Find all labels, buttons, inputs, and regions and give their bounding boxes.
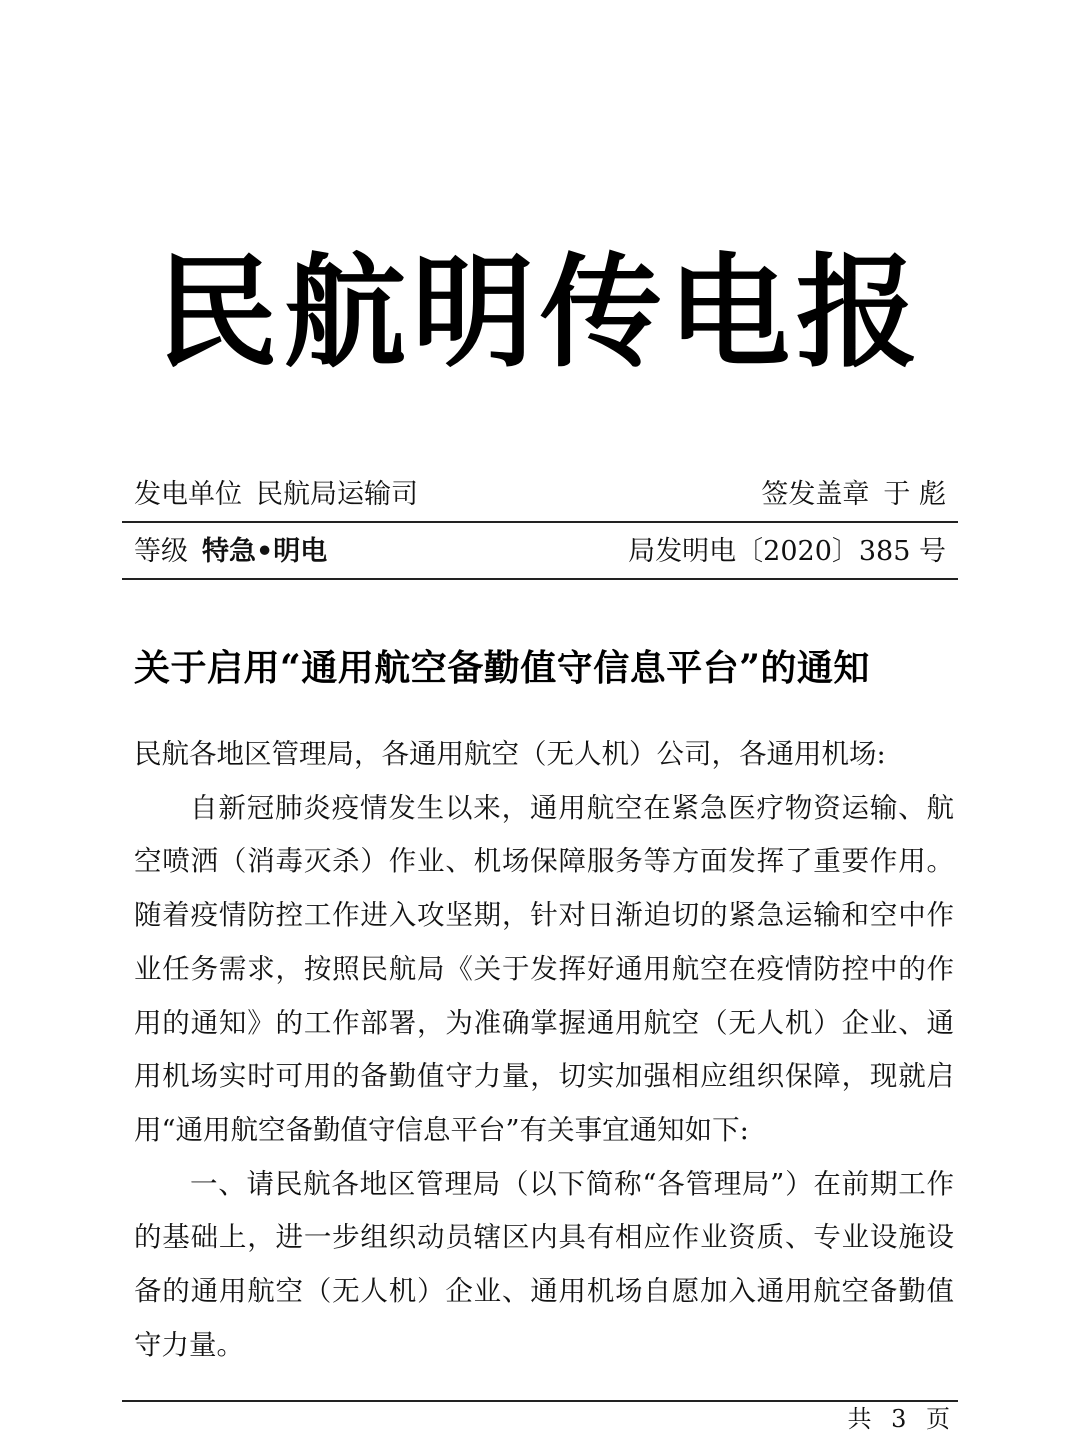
header-divider-bottom bbox=[122, 578, 958, 580]
signer-value: 于 彪 bbox=[883, 479, 946, 510]
document-title: 关于启用“通用航空备勤值守信息平台”的通知 bbox=[134, 647, 870, 689]
page-count: 共 3 页 bbox=[847, 1405, 956, 1433]
signer-field bbox=[761, 466, 946, 524]
sender-label: 发电单位 bbox=[134, 479, 242, 510]
level-row bbox=[122, 523, 958, 581]
sender-field bbox=[134, 466, 418, 524]
level-value: 特急•明电 bbox=[202, 536, 328, 567]
masthead-title: 民航明传电报 bbox=[156, 242, 924, 384]
body-paragraph: 一、请民航各地区管理局（以下简称“各管理局”）在前期工作的基础上，进一步组织动员辖区内具有相应作业资质、专业设施设备的通用航空（无人机）企业、通用机场自愿加入通用航空备勤值守力量。 bbox=[134, 1167, 954, 1361]
salutation: 民航各地区管理局，各通用航空（无人机）公司，各通用机场: bbox=[134, 738, 886, 770]
body-paragraph: 自新冠肺炎疫情发生以来，通用航空在紧急医疗物资运输、航空喷洒（消毒灭杀）作业、机场保障服务等方面发挥了重要作用。随着疫情防控工作进入攻坚期，针对日渐迫切的紧急运输和空中作业任务需求，按照民航局《关于发挥好通用航空在疫情防控中的作用的通知》的工作部署，为准确掌握通用航空（无人机）企业、通用机场实时可用的备勤值守力量，切实加强相应组织保障，现就启用“通用航空备勤值守信息平台”有关事宜通知如下: bbox=[134, 791, 954, 1146]
level-label: 等级 bbox=[134, 536, 188, 567]
sender-row bbox=[122, 466, 958, 524]
level-field bbox=[134, 523, 327, 581]
sender-value: 民航局运输司 bbox=[256, 479, 418, 510]
signer-label: 签发盖章 bbox=[761, 479, 870, 510]
document-body bbox=[134, 728, 954, 1372]
footer-divider bbox=[122, 1400, 958, 1402]
document-number: 局发明电〔2020〕385 号 bbox=[628, 536, 946, 567]
